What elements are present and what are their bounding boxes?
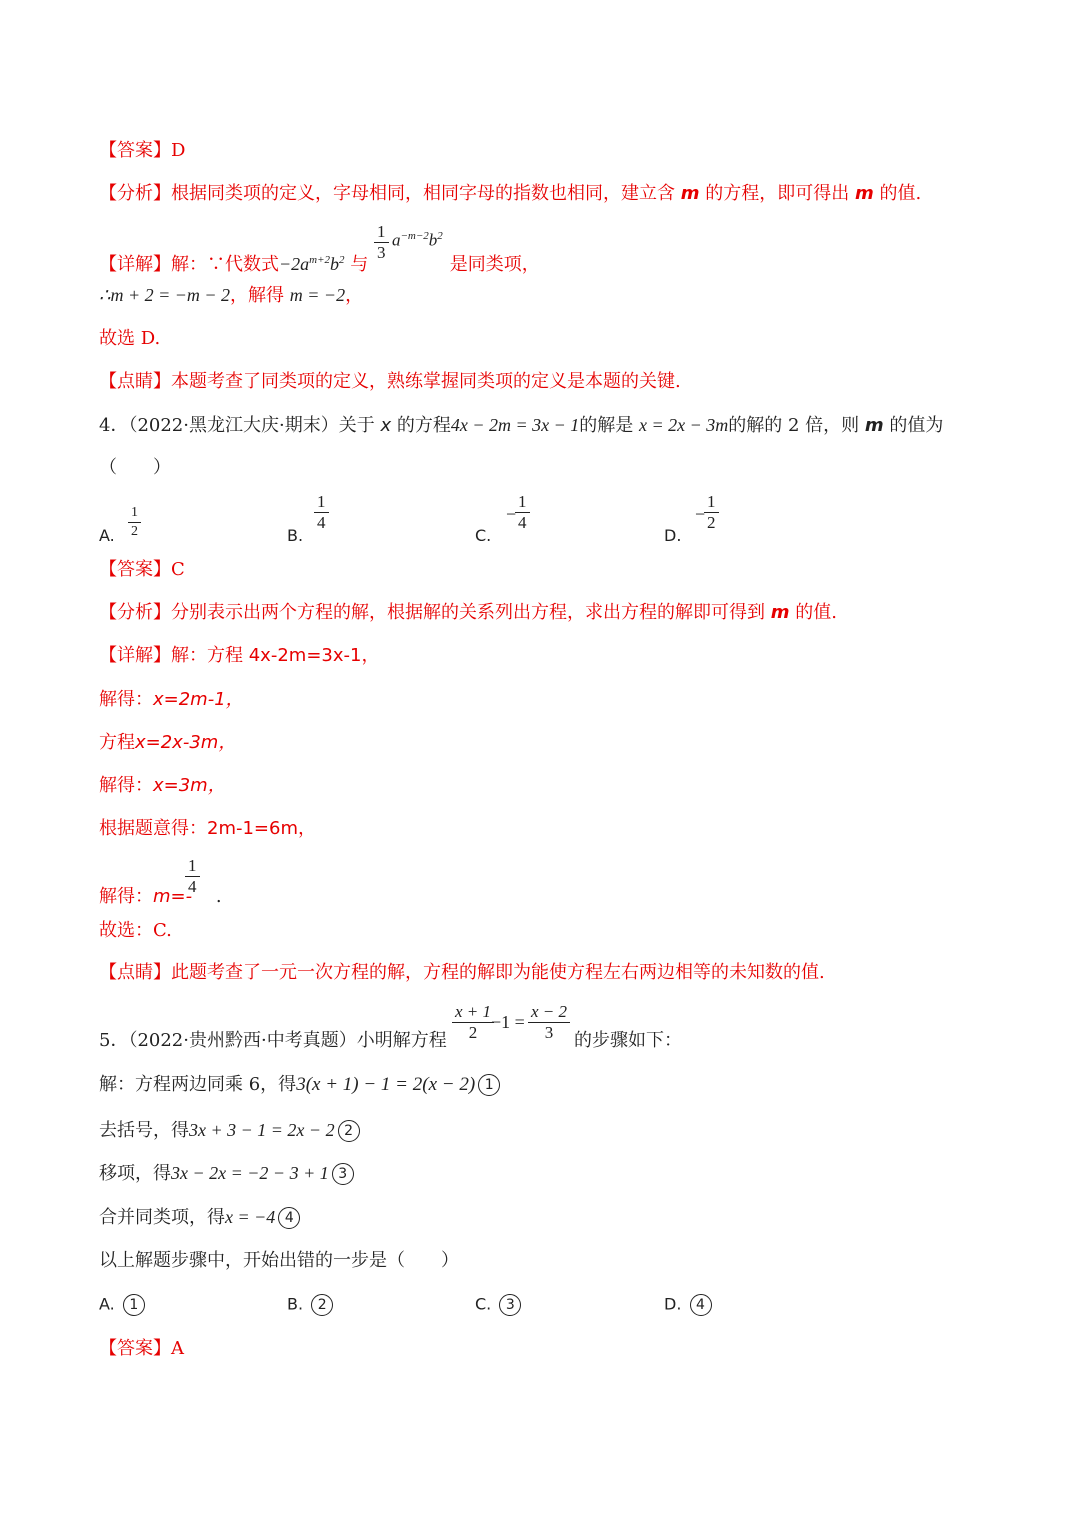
q4-option-a-fraction: $\frac{1}{2}$	[128, 504, 141, 541]
q5-option-b: B. 2	[287, 1294, 333, 1316]
q4-detail-5: 根据题意得：2m-1=6m，	[99, 818, 317, 839]
q4-detail-6-fraction: $\frac{1}{4}$	[185, 856, 200, 897]
q4-detail-2: 解得：x=2m-1，	[99, 689, 244, 710]
q3-analysis: 【分析】根据同类项的定义，字母相同，相同字母的指数也相同，建立含 m 的方程，即可得出 m 的值.	[99, 183, 922, 204]
q5-question: 以上解题步骤中，开始出错的一步是（ ）	[99, 1250, 459, 1271]
q5-option-c: C. 3	[475, 1294, 521, 1316]
q3-fraction: $\frac{1}{3}$	[374, 222, 389, 263]
q4-conclusion: 故选：C.	[99, 920, 172, 941]
q4-key: 【点睛】此题考查了一元一次方程的解，方程的解即为能使方程左右两边相等的未知数的值.	[99, 962, 825, 983]
q4-detail-3: 方程x=2x-3m，	[99, 732, 237, 753]
q4-option-d-fraction: $\frac{1}{2}$	[704, 492, 719, 533]
q4-option-c-sign: −	[506, 504, 517, 524]
q5-step-1: 解：方程两边同乘 6，得3(x + 1) − 1 = 2(x − 2) 1	[99, 1073, 500, 1097]
q4-stem: 4．（2022·黑龙江大庆·期末）关于 x 的方程4x − 2m = 3x − 1的解是 x = 2x − 3m的解的 2 倍，则 m 的值为	[99, 415, 944, 436]
q4-analysis: 【分析】分别表示出两个方程的解，根据解的关系列出方程，求出方程的解即可得到 m 的值.	[99, 602, 837, 623]
q3-detail: 【详解】解：∵代数式$-2a^{m+2}b^2$ 与 是同类项，	[99, 254, 540, 275]
q5-option-a: A. 1	[99, 1294, 145, 1316]
q4-option-a: A.	[99, 526, 115, 545]
q3-answer: 【答案】D	[99, 140, 186, 161]
q4-detail-6: 解得：m=- .	[99, 886, 222, 907]
q5-mid: −1 =	[491, 1012, 525, 1032]
q4-detail-4: 解得：x=3m，	[99, 775, 226, 796]
expr-term-1: $-2a^{m+2}b^2$	[279, 254, 345, 274]
q3-key: 【点睛】本题考查了同类项的定义，熟练掌握同类项的定义是本题的关键.	[99, 371, 681, 392]
q5-step-4: 合并同类项，得x = −4 4	[99, 1205, 300, 1230]
q4-option-b: B.	[287, 526, 304, 545]
q4-option-c: C.	[475, 526, 492, 545]
q4-option-b-fraction: $\frac{1}{4}$	[314, 492, 329, 533]
q5-answer: 【答案】A	[99, 1338, 184, 1359]
q5-stem-end: 的步骤如下：	[574, 1030, 682, 1051]
q4-option-d: D.	[664, 526, 682, 545]
q5-step-3: 移项，得3x − 2x = −2 − 3 + 1 3	[99, 1161, 354, 1186]
q4-option-d-sign: −	[695, 504, 706, 524]
q3-conclusion: 故选 D.	[99, 328, 161, 349]
q5-stem: 5．（2022·贵州黔西·中考真题）小明解方程	[99, 1030, 447, 1051]
q3-equation: ∴m + 2 = −m − 2，解得 m = −2，	[99, 285, 364, 306]
q4-option-c-fraction: $\frac{1}{4}$	[515, 492, 530, 533]
q5-step-2: 去括号，得3x + 3 − 1 = 2x − 2 2	[99, 1118, 360, 1143]
q5-fraction-1: $\frac{x + 1}{2}$	[452, 1002, 494, 1043]
q4-answer: 【答案】C	[99, 559, 185, 580]
expr-term-2: $a^{-m-2}b^2$	[392, 230, 443, 250]
q4-detail-1: 【详解】解：方程 4x-2m=3x-1，	[99, 645, 380, 666]
q5-fraction-2: $\frac{x - 2}{3}$	[528, 1002, 570, 1043]
q5-option-d: D. 4	[664, 1294, 712, 1316]
q4-paren: （ ）	[99, 457, 171, 478]
